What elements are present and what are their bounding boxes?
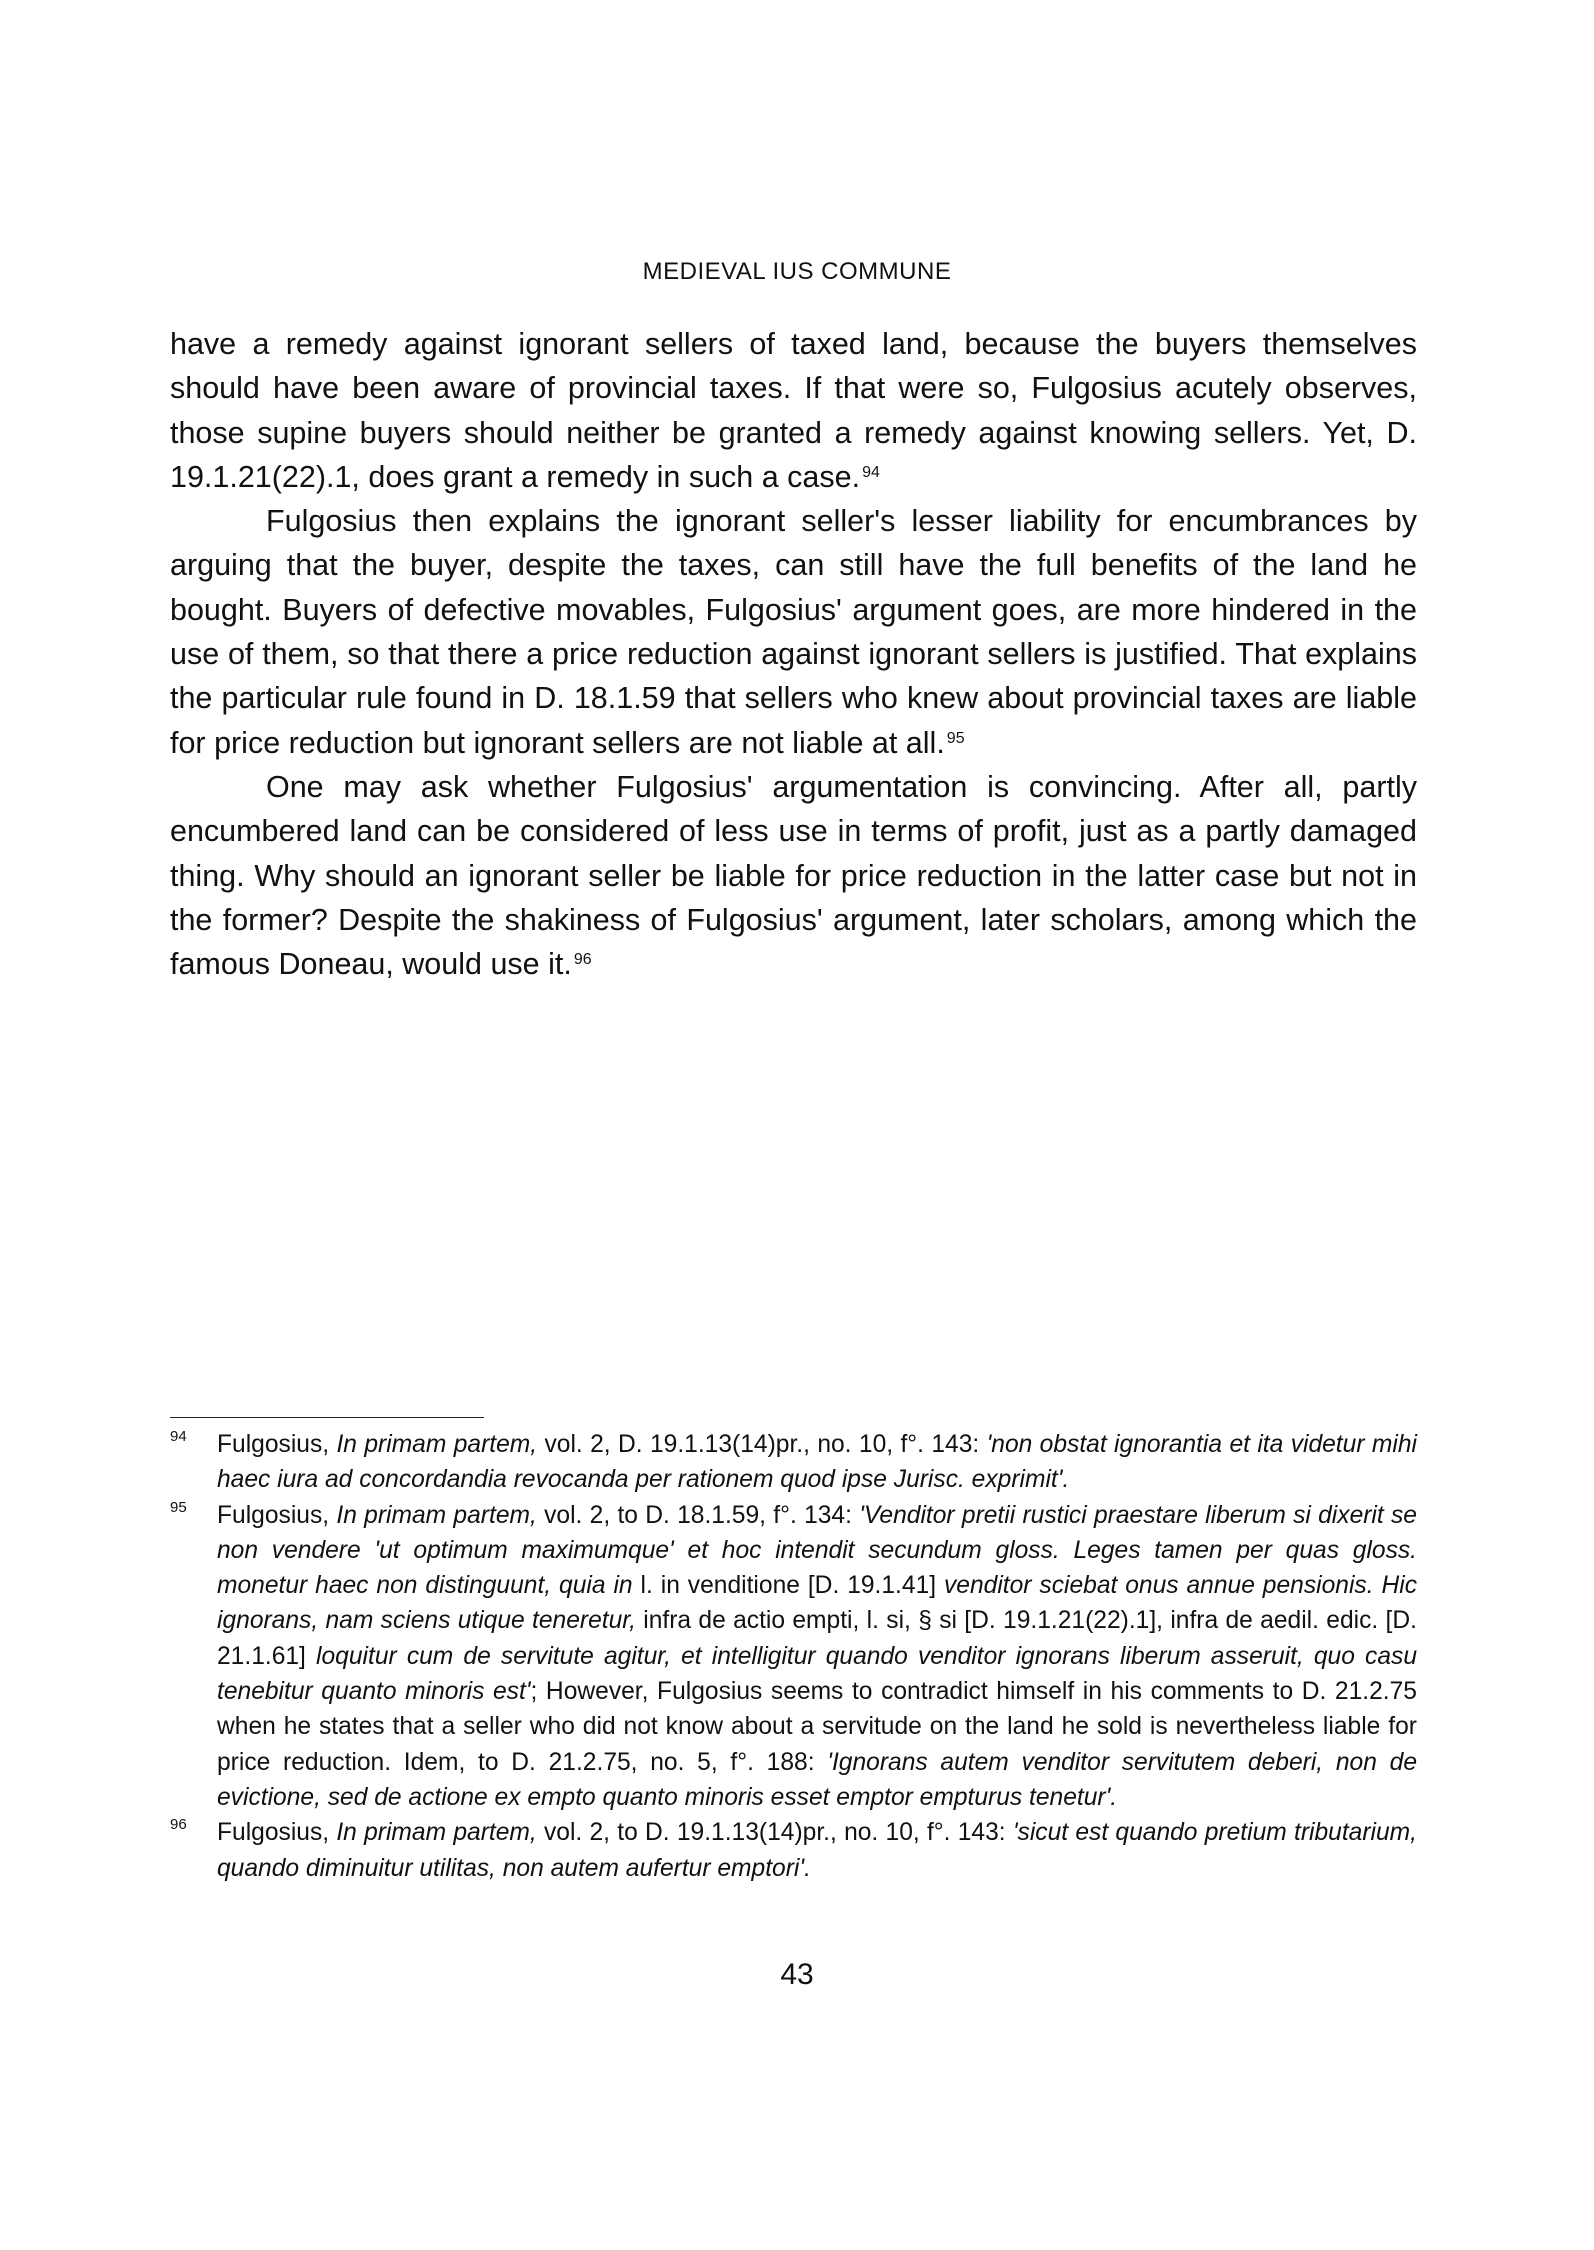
footnote-text: vol. 2, to D. 18.1.59, f°. 134: [536,1501,860,1529]
work-title: In primam partem, [336,1431,538,1458]
latin-quotation: 'sicut est quando pretium tributarium, quando diminuitur utilitas, non autem aufertur emptori'. [217,1819,1417,1882]
footnote-text: Fulgosius, [217,1431,337,1458]
footnotes [170,1427,1417,1886]
footnote-reference[interactable]: 94 [862,463,880,481]
work-title: In primam partem, [336,1501,537,1529]
footnote-reference[interactable]: 95 [946,729,965,747]
paragraph-text: have a remedy against ignorant sellers of taxed land, because the buyers themselves should have been aware of provincial taxes. If that were so, Fulgosius acutely observes, those supine buyers should neither be granted a remedy against knowing sellers. Yet, D. 19.1.21(22).1, does grant a remedy in such a case. [170,327,1417,494]
page-number: 43 [780,1958,814,1991]
footnote-94 [170,1427,1417,1498]
latin-quotation: loquitur cum de servitute agitur, et intelligitur quando venditor ignorans liberum asseruit, quo casu tenebitur quanto minoris est' [217,1642,1417,1706]
footnote-96 [170,1815,1417,1886]
footnote-text: l. in venditione [D. 19.1.41] [640,1572,944,1600]
paragraph [170,322,1417,499]
footnote-number: 96 [170,1816,187,1834]
footnote-text: Fulgosius, [217,1819,337,1847]
paragraph [170,765,1417,986]
paragraph-text: One may ask whether Fulgosius' argumentation is convincing. After all, partly encumbered land can be considered of less use in terms of profit, just as a partly damaged thing. Why should an ignorant seller be liable for price reduction in the latter case but not in the former? Despite the shakiness of Fulgosius' argument, later scholars, among which the famous Doneau, would use it. [170,769,1417,982]
latin-quotation: venditor sciebat onus annue pensionis. Hic ignorans, nam sciens utique teneretur, [217,1572,1417,1635]
footnote-reference[interactable]: 96 [573,951,592,969]
footnote-text: vol. 2, to D. 19.1.13(14)pr., no. 10, f°. 143: [536,1819,1013,1847]
paragraph [170,499,1417,765]
footnote-text: ; However, Fulgosius seems to contradict himself in his comments to D. 21.2.75 when he states that a seller who did not know about a servitude on the land he sold is nevertheless liable for price reduction. Idem, to D. 21.2.75, no. 5, f°. 188: [217,1678,1417,1776]
latin-quotation: 'Venditor pretii rustici praestare liberum si dixerit se non vendere 'ut optimum maximumque' et hoc intendit secundum gloss. Leges tamen per quas gloss. monetur haec non distinguunt, quia in [217,1501,1417,1600]
main-text [170,322,1417,986]
footnote-number: 95 [170,1498,187,1516]
latin-quotation: 'non obstat ignorantia et ita videtur mihi haec iura ad concordandia revocanda per rationem quod ipse Jurisc. exprimit'. [217,1431,1417,1494]
footnote-95 [170,1498,1417,1816]
footnote-number: 94 [170,1428,187,1445]
running-header: MEDIEVAL IUS COMMUNE [642,258,952,285]
footnote-separator [170,1417,484,1418]
latin-quotation: 'Ignorans autem venditor servitutem deberi, non de evictione, sed de actione ex empto quanto minoris esset emptor empturus tenetur'. [217,1748,1417,1811]
footnote-text: vol. 2, D. 19.1.13(14)pr., no. 10, f°. 143: [537,1431,987,1458]
paragraph-text: Fulgosius then explains the ignorant seller's lesser liability for encumbrances by arguing that the buyer, despite the taxes, can still have the full benefits of the land he bought. Buyers of defective movables, Fulgosius' argument goes, are more hindered in the use of them, so that there a price reduction against ignorant sellers is justified. That explains the particular rule found in D. 18.1.59 that sellers who knew about provincial taxes are liable for price reduction but ignorant sellers are not liable at all. [170,504,1417,760]
footnote-text: infra de actio empti, l. si, § si [D. 19.1.21(22).1], infra de aedil. edic. [D. 21.1.61] [217,1607,1417,1670]
work-title: In primam partem, [336,1819,537,1847]
footnote-text: Fulgosius, [217,1501,337,1529]
